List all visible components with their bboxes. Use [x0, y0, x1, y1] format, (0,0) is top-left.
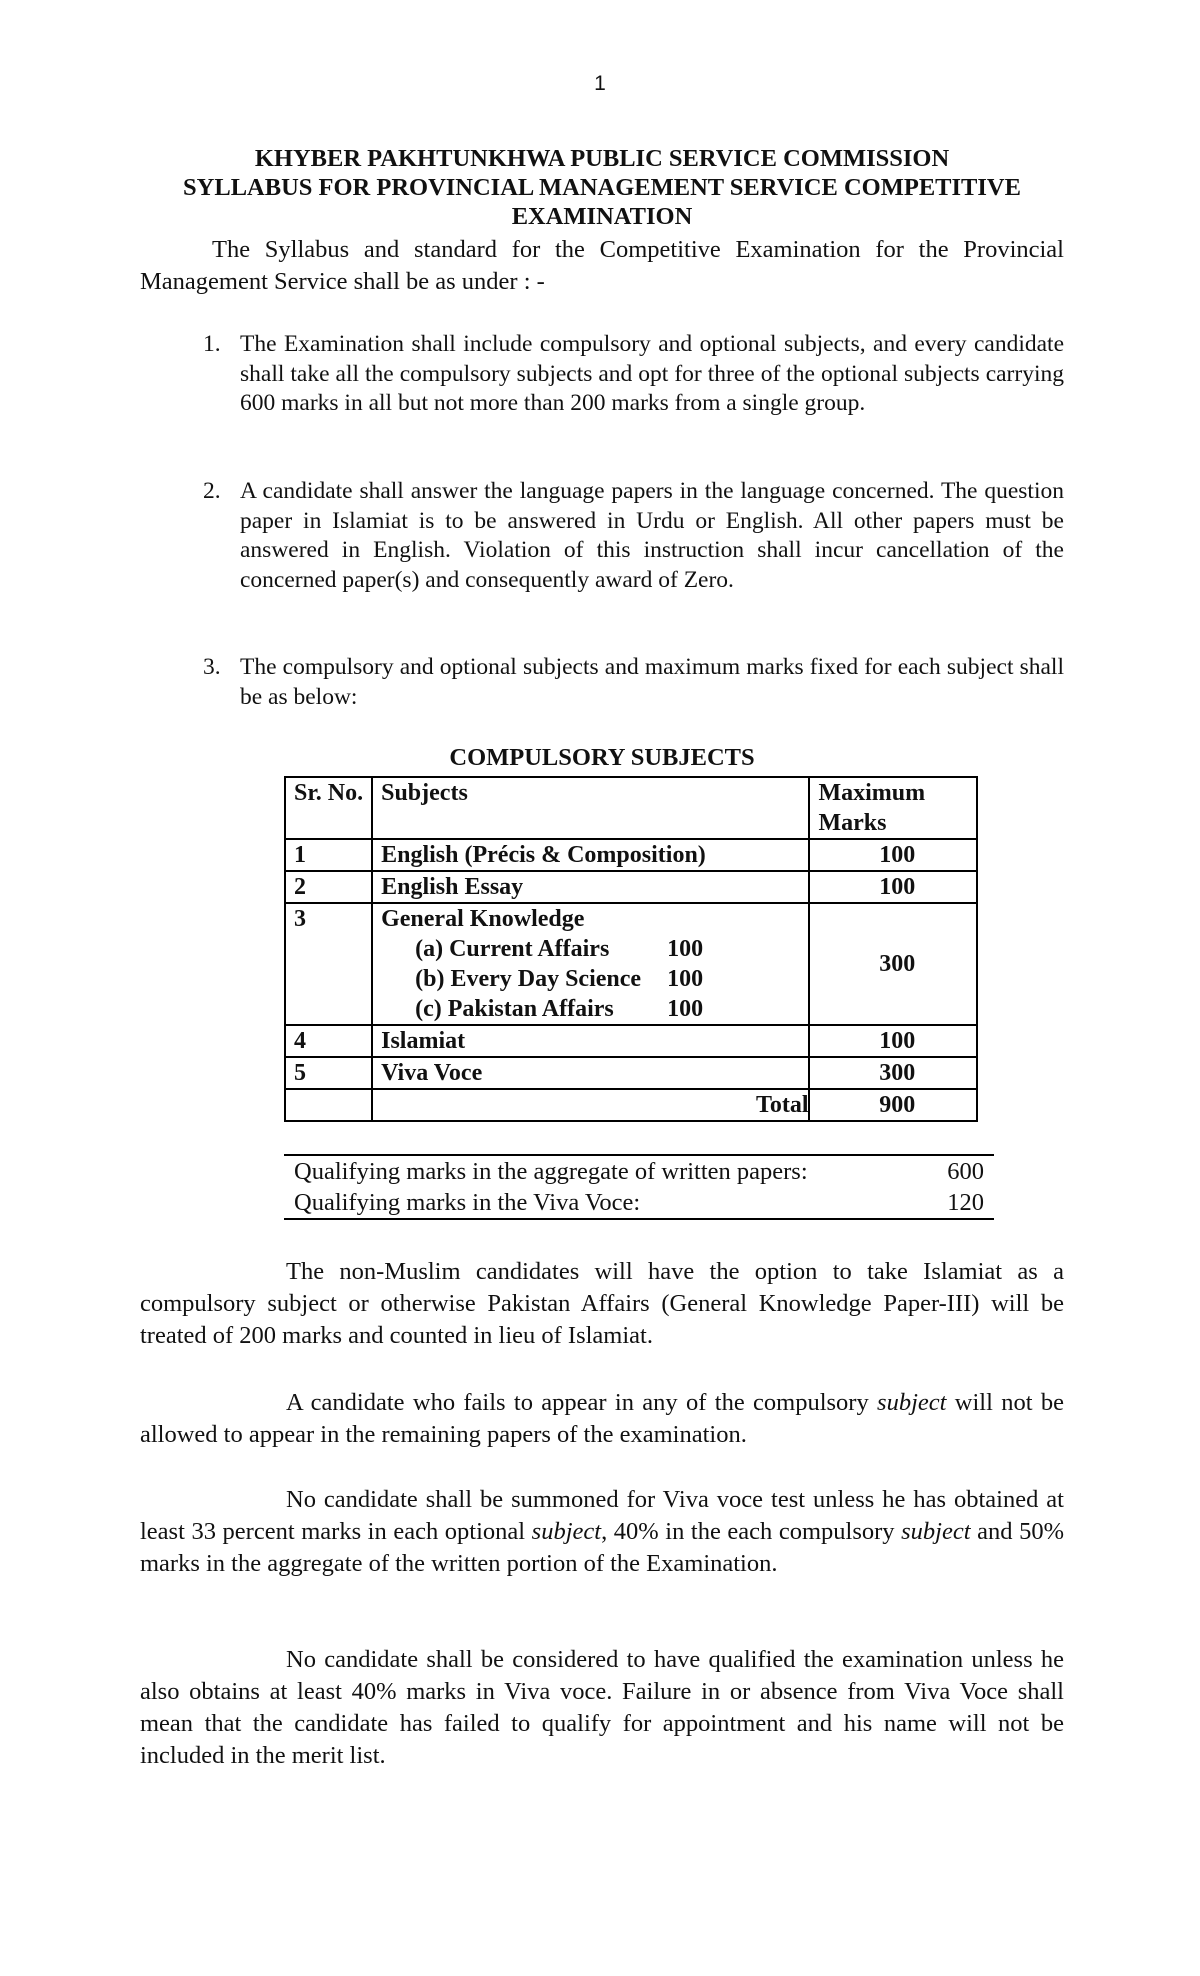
- subitem-marks: 100: [667, 966, 704, 992]
- cell-subject: Viva Voce: [372, 1057, 809, 1089]
- cell-sr: 1: [285, 839, 372, 871]
- heading-line-1: KHYBER PAKHTUNKHWA PUBLIC SERVICE COMMISSION: [254, 145, 950, 172]
- subitem-every-day-science: [381, 964, 808, 994]
- rule-number: 2.: [203, 478, 221, 504]
- rule-number: 1.: [203, 331, 221, 357]
- header-sr-no: Sr. No.: [285, 777, 372, 839]
- cell-sr: 4: [285, 1025, 372, 1057]
- cell-marks: 300: [809, 1057, 977, 1089]
- paragraph-non-muslim: The non-Muslim candidates will have the option to take Islamiat as a compulsory subject or otherwise Pakistan Affairs (General Knowledge Paper-III) will be treated of 200 marks and counted in lieu of Islamiat.: [140, 1258, 1064, 1349]
- table-row: [285, 903, 977, 1025]
- text-run-italic: subject: [877, 1389, 947, 1416]
- subitem-marks: 100: [667, 996, 704, 1022]
- qualifying-label: Qualifying marks in the aggregate of written papers:: [294, 1158, 808, 1185]
- intro-paragraph: The Syllabus and standard for the Competitive Examination for the Provincial Management Service shall be as under : -: [140, 236, 1064, 295]
- total-value: 900: [809, 1089, 977, 1121]
- header-subjects: Subjects: [372, 777, 809, 839]
- qualifying-value: 600: [947, 1158, 984, 1185]
- rule-item-1: [203, 330, 1064, 419]
- subitem-label: (c) Pakistan Affairs: [415, 996, 614, 1022]
- page-number: 1: [594, 72, 606, 95]
- cell-sr: 3: [285, 903, 372, 1025]
- cell-subject: Islamiat: [372, 1025, 809, 1057]
- text-run: No candidate shall be summoned for Viva voce test unless he has obtained at least 33 percent marks in each optional: [140, 1486, 1064, 1545]
- cell-sr: 2: [285, 871, 372, 903]
- cell-empty: [285, 1089, 372, 1121]
- qualifying-marks: [284, 1154, 994, 1220]
- subitem-pakistan-affairs: [381, 994, 808, 1024]
- subitem-current-affairs: [381, 934, 808, 964]
- heading-line-2: SYLLABUS FOR PROVINCIAL MANAGEMENT SERVICE COMPETITIVE: [183, 174, 1021, 201]
- subitem-marks: 100: [667, 936, 704, 962]
- table-row: [285, 871, 977, 903]
- table-title: COMPULSORY SUBJECTS: [449, 744, 755, 771]
- heading-line-3: EXAMINATION: [511, 203, 693, 230]
- qualifying-value: 120: [947, 1189, 984, 1216]
- text-run: , 40% in the each compulsory: [601, 1518, 902, 1545]
- text-run: will not be allowed to appear in the remaining papers of the examination.: [140, 1389, 1064, 1448]
- table-row: [285, 839, 977, 871]
- text-run-italic: subject: [531, 1518, 602, 1545]
- rule-item-2: [203, 477, 1064, 595]
- cell-marks: 100: [809, 1025, 977, 1057]
- rule-text: A candidate shall answer the language papers in the language concerned. The question paper in Islamiat is to be answered in Urdu or English. All other papers must be answered in English. Violation of this instruction shall incur cancellation of the concerned paper(s) and consequently award of Zero.: [240, 478, 1064, 593]
- paragraph-viva-summon: [140, 1484, 1064, 1580]
- cell-marks: 100: [809, 839, 977, 871]
- compulsory-subjects-table: [284, 776, 978, 1122]
- qualifying-label: Qualifying marks in the Viva Voce:: [294, 1189, 641, 1216]
- subitem-label: (b) Every Day Science: [415, 966, 642, 992]
- table-total-row: [285, 1089, 977, 1121]
- cell-subject: English Essay: [372, 871, 809, 903]
- text-run-italic: subject: [901, 1518, 971, 1545]
- paragraph-fail-to-appear: [140, 1387, 1064, 1451]
- text-run: and 50% marks in the aggregate of the written portion of the Examination.: [140, 1518, 1064, 1577]
- qualifying-written: [284, 1156, 994, 1187]
- cell-marks: 300: [809, 903, 977, 1025]
- text-run: A candidate who fails to appear in any of the compulsory: [286, 1389, 878, 1416]
- cell-subject: [372, 903, 809, 1025]
- rule-number: 3.: [203, 654, 221, 680]
- rule-text: The compulsory and optional subjects and maximum marks fixed for each subject shall be as below:: [240, 654, 1064, 710]
- subitem-label: (a) Current Affairs: [415, 936, 610, 962]
- qualifying-viva: [284, 1187, 994, 1218]
- rule-item-3: [203, 653, 1064, 712]
- rule-text: The Examination shall include compulsory and optional subjects, and every candidate shall take all the compulsory subjects and opt for three of the optional subjects carrying 600 marks in all but not more than 200 marks from a single group.: [240, 331, 1064, 416]
- total-label: Total: [372, 1089, 809, 1121]
- cell-sr: 5: [285, 1057, 372, 1089]
- table-row: [285, 1057, 977, 1089]
- cell-subject: English (Précis & Composition): [372, 839, 809, 871]
- cell-marks: 100: [809, 871, 977, 903]
- table-row: [285, 1025, 977, 1057]
- paragraph-qualify-viva: No candidate shall be considered to have qualified the examination unless he also obtains at least 40% marks in Viva voce. Failure in or absence from Viva Voce shall mean that the candidate has failed to qualify for appointment and his name will not be included in the merit list.: [140, 1646, 1064, 1769]
- table-header-row: [285, 777, 977, 839]
- subject-general-knowledge: General Knowledge: [381, 906, 585, 932]
- header-maximum-marks: Maximum Marks: [809, 777, 977, 839]
